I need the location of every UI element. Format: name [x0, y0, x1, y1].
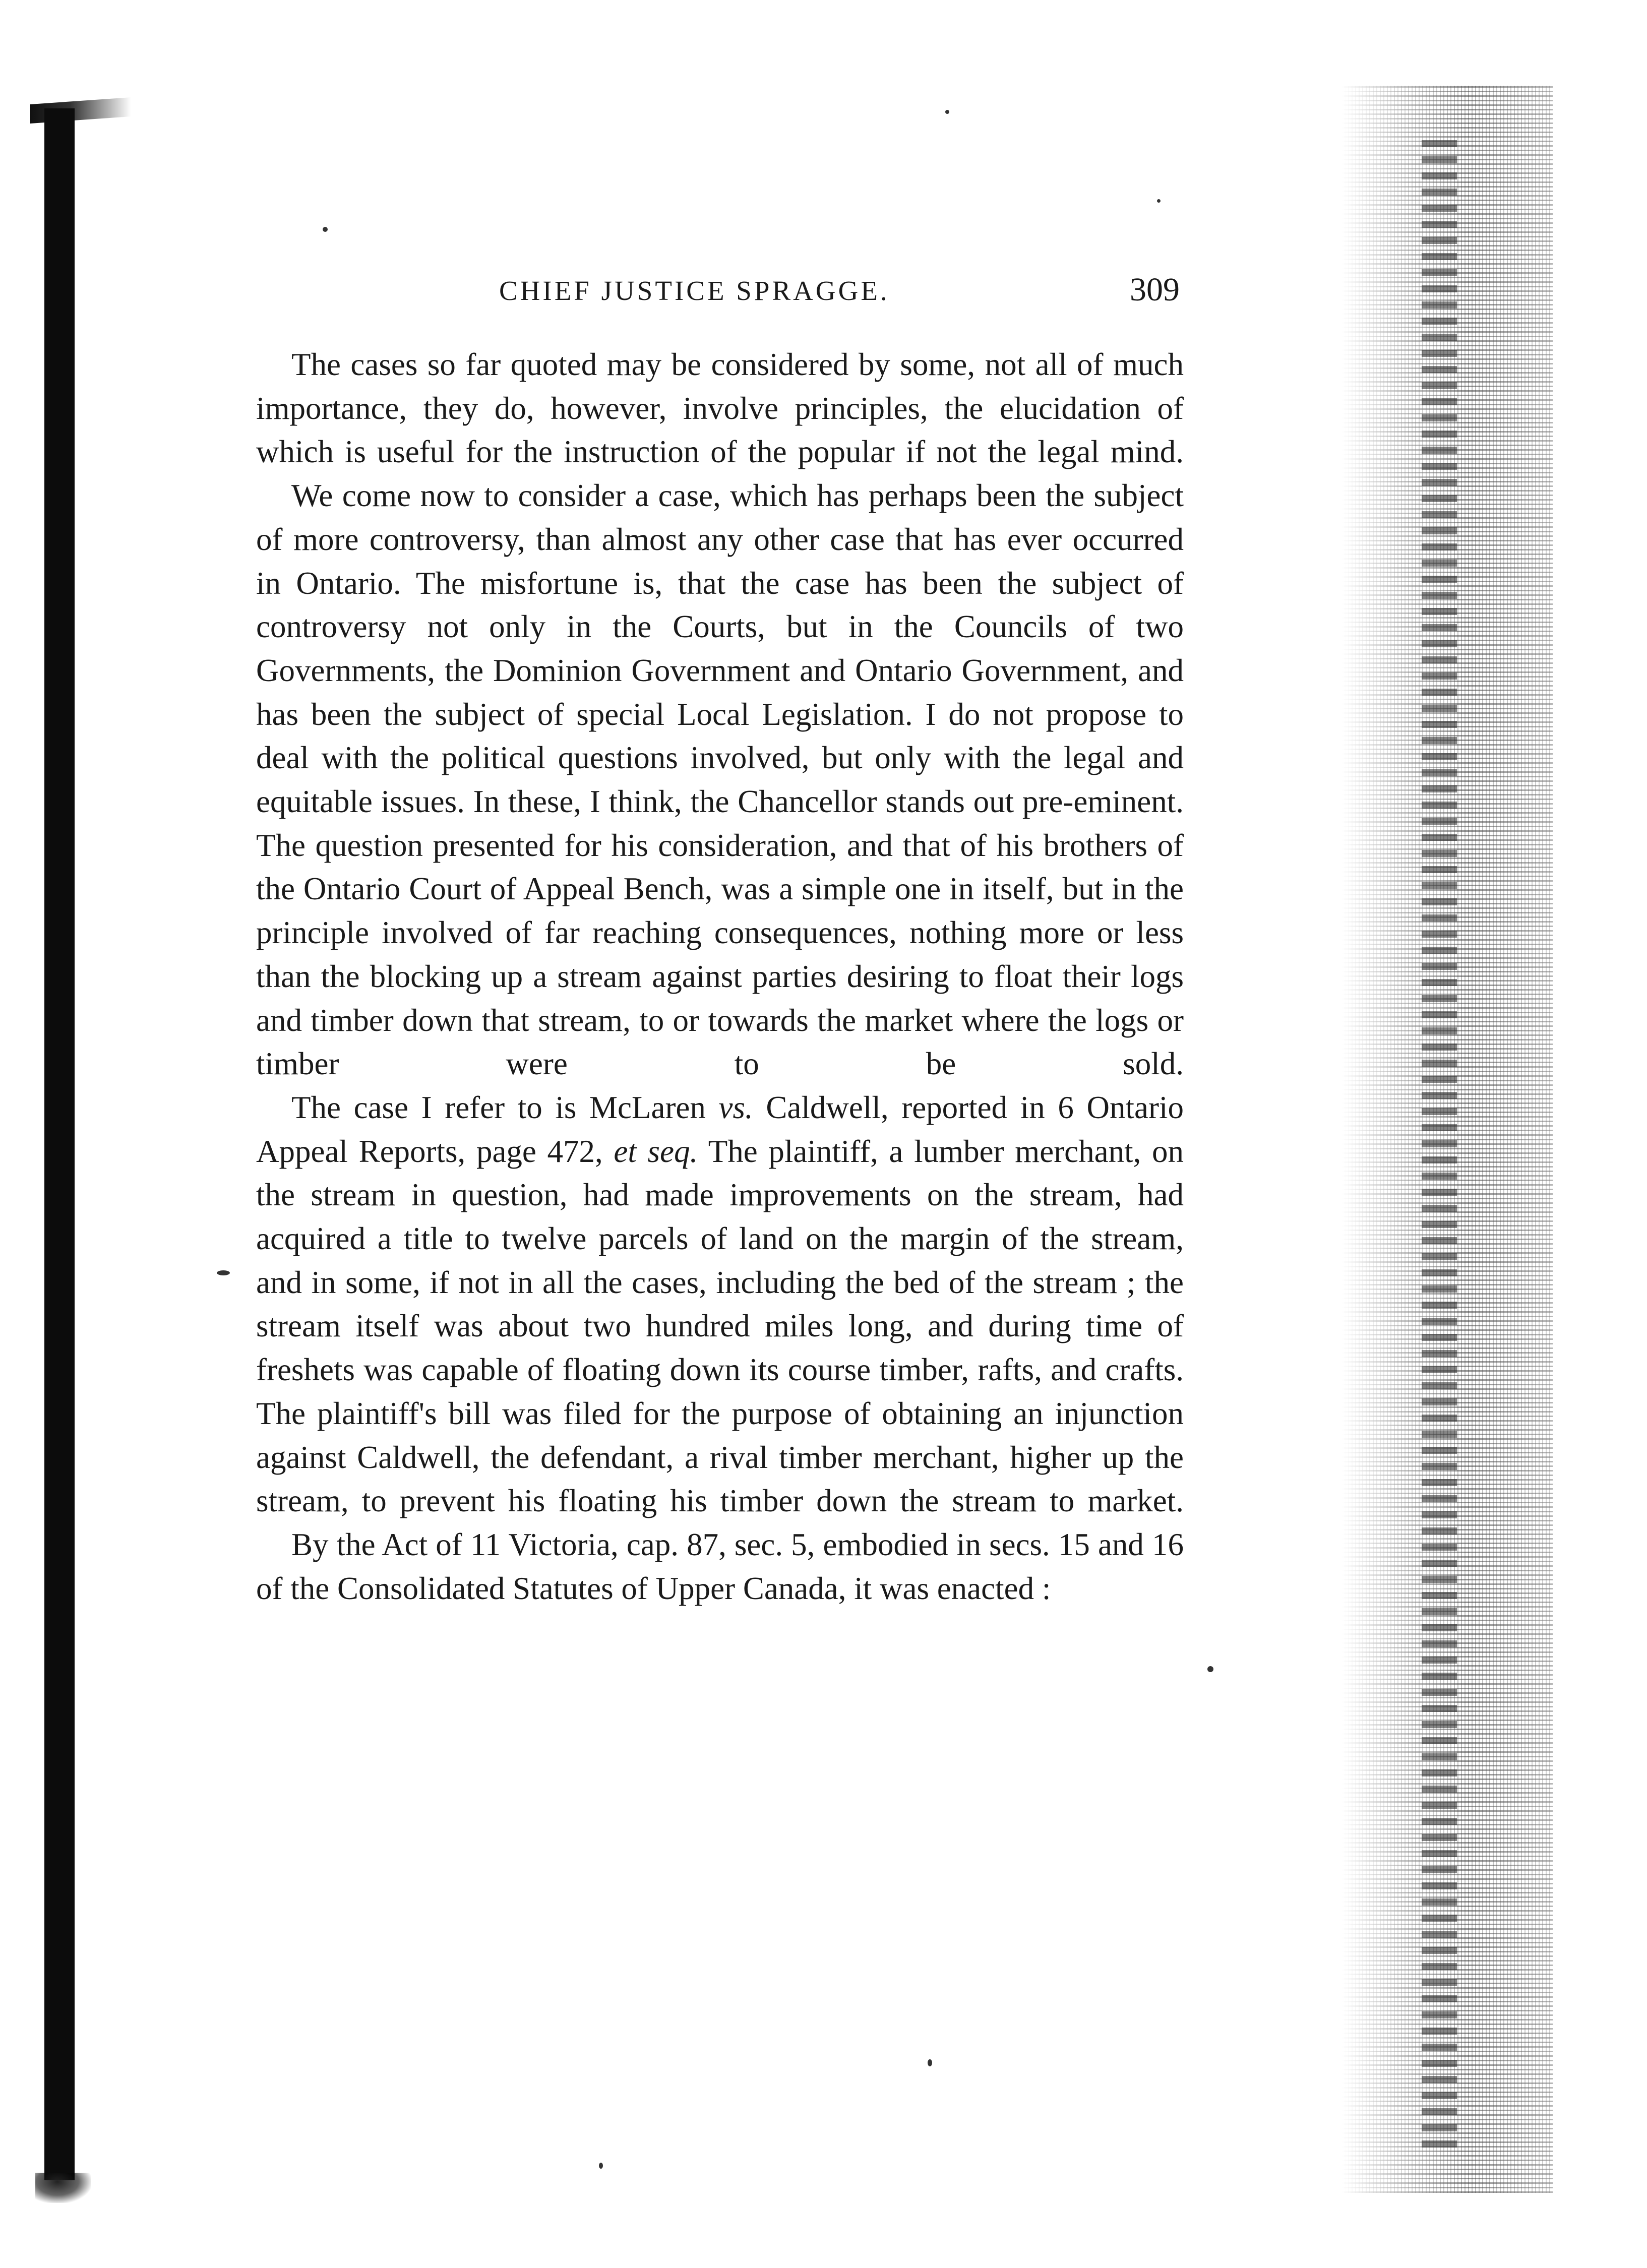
scan-speck: [945, 110, 949, 114]
paragraph: By the Act of 11 Victoria, cap. 87, sec. 5, embodied in secs. 15 and 16 of the Consolidated Statutes of Upper Canada, it was enacted :: [256, 1526, 1184, 1606]
italic-versus: vs.: [718, 1089, 753, 1125]
page-number: 309: [1130, 271, 1180, 308]
running-head: CHIEF JUSTICE SPRAGGE.: [499, 275, 890, 306]
paragraph: The cases so far quoted may be considered by some, not all of much importance, they do, however, involve principles, the elucidation of which is useful for the instruction of the popular if not the legal mind.: [256, 347, 1184, 470]
scan-speck: [1157, 199, 1161, 203]
scan-speck: [1207, 1666, 1213, 1672]
scan-speck: [928, 2059, 932, 2066]
scan-speck: [217, 1270, 230, 1275]
page-edge-shadow-bottom: [35, 2173, 91, 2203]
paragraph-text: The case I refer to is McLaren: [291, 1089, 719, 1125]
page-body: [256, 343, 1184, 1610]
running-header: [257, 271, 1180, 320]
book-spine-shadow: [44, 108, 75, 2180]
paragraph: We come now to consider a case, which has perhaps been the subject of more controversy, than almost any other case that has ever occurred in Ontario. The misfortune is, that the case has been the subject of controversy not only in the Courts, but in the Councils of two Governments, the Dominion Government and Ontario Government, and has been the subject of special Local Legislation. I do not propose to deal with the political questions involved, but only with the legal and equitable issues. In these, I think, the Chancellor stands out pre-eminent. The question presented for his consideration, and that of his brothers of the Ontario Court of Appeal Bench, was a simple one in itself, but in the principle involved of far reaching consequences, nothing more or less than the blocking up a stream against parties desiring to float their logs and timber down that stream, to or towards the market where the logs or timber were to be sold.: [256, 478, 1184, 1082]
paragraph: [256, 1086, 1184, 1523]
scan-speck: [599, 2163, 603, 2169]
paragraph-text: Caldwell, reported in 6 Ontario Appeal Reports, page 472,: [256, 1089, 1184, 1169]
scan-edge-bleed: [1422, 131, 1457, 2148]
paragraph-text: The plaintiff, a lumber merchant, on the stream in question, had made improvements on the stream, had acquired a title to twelve parcels of land on the margin of the stream, and in some, if not in all the cases, including the bed of the stream ; the stream itself was about two hundred miles long, and during time of freshets was capable of floating down its course timber, rafts, and crafts. The plaintiff's bill was filed for the purpose of obtaining an injunction against Caldwell, the defendant, a rival timber merchant, higher up the stream, to prevent his floating his timber down the stream to market.: [256, 1133, 1184, 1519]
italic-et-seq: et seq.: [614, 1133, 698, 1169]
scan-speck: [323, 227, 328, 232]
